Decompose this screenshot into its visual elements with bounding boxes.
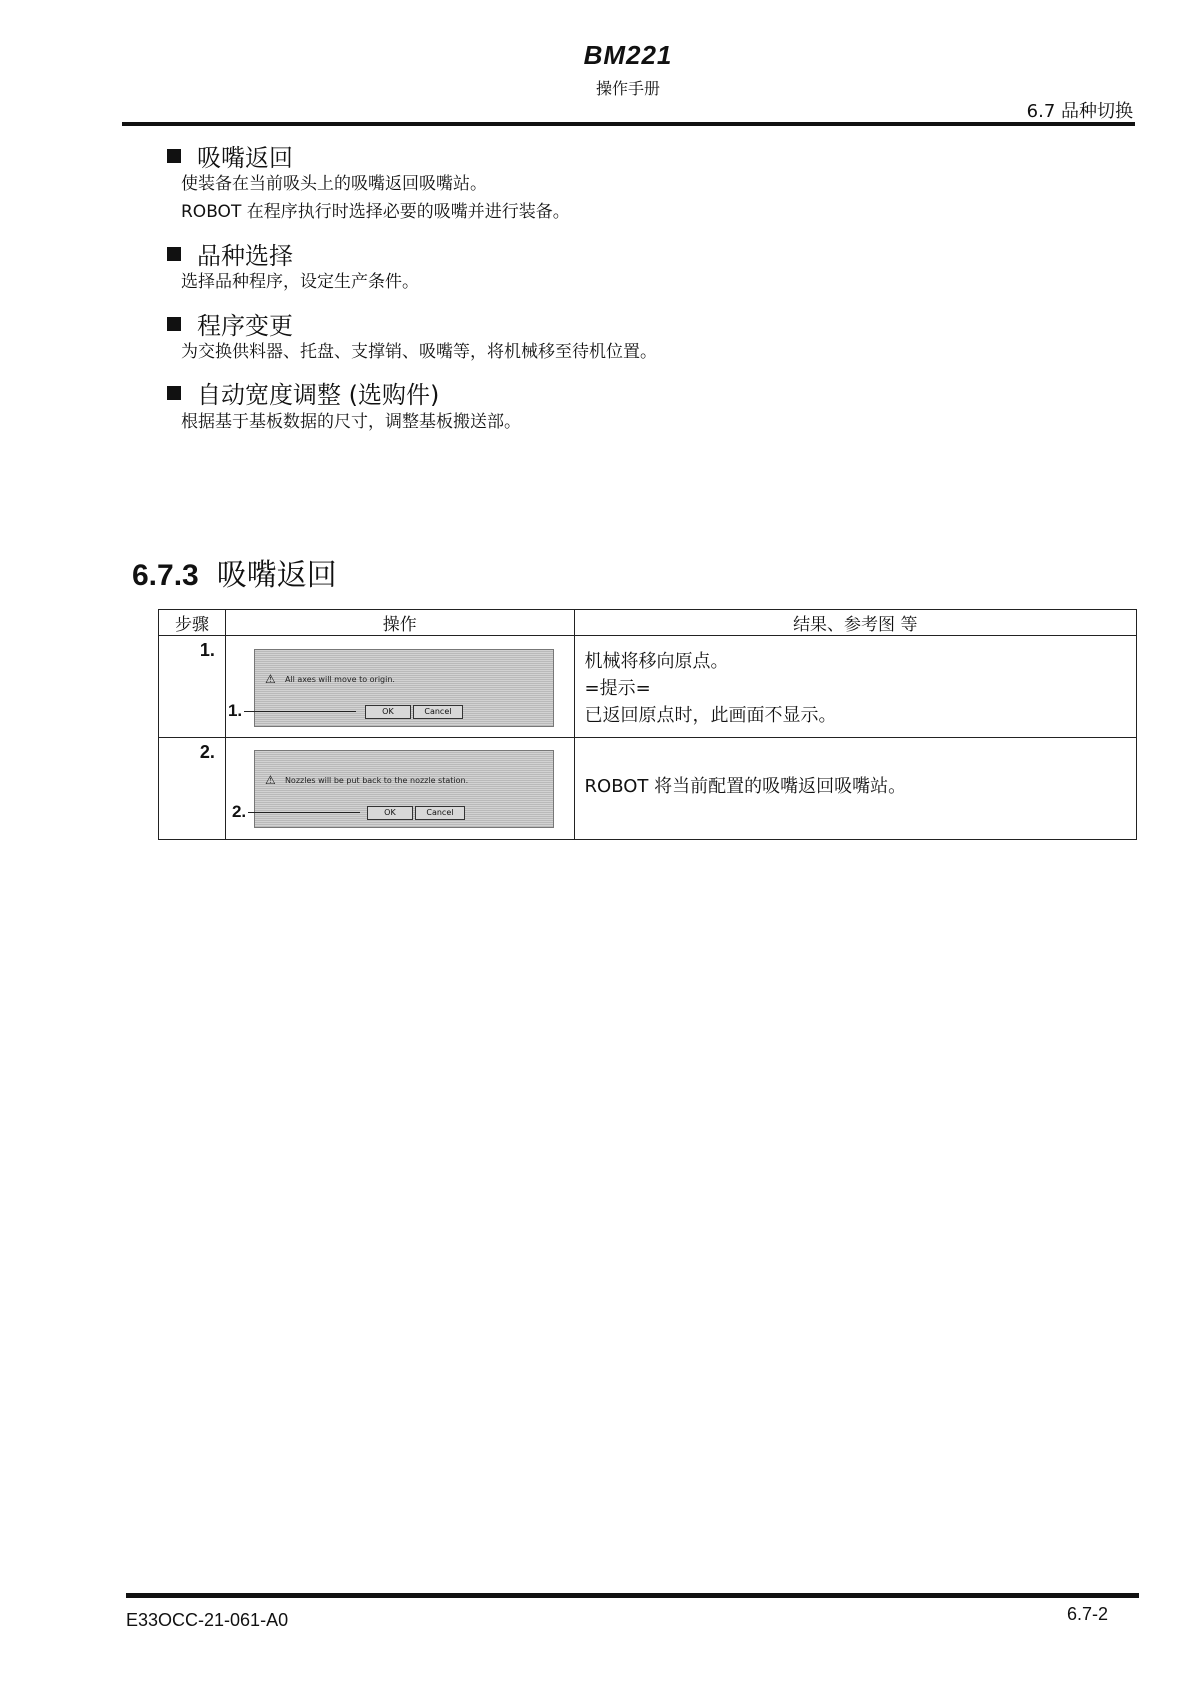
header-rule (122, 122, 1135, 126)
table-row (159, 738, 1137, 840)
section-heading-nozzle-return: 吸嘴返回 (167, 138, 293, 173)
header-result: 结果、参考图 等 (574, 610, 1136, 636)
section-body-auto-width: 根据基于基板数据的尺寸，调整基板搬送部。 (181, 412, 521, 432)
page-number: 6.7-2 (1066, 1604, 1108, 1624)
footer-rule (126, 1593, 1139, 1598)
dialog-screenshot (254, 750, 554, 828)
section-label: 6.7 品种切换 (1026, 101, 1133, 122)
section-heading-product-select: 品种选择 (167, 236, 293, 271)
operation-cell (225, 636, 574, 738)
section-body-program-change: 为交换供料器、托盘、支撑销、吸嘴等，将机械移至待机位置。 (181, 342, 657, 362)
header-operation: 操作 (225, 610, 574, 636)
document-subtitle: 操作手册 (595, 79, 660, 98)
dialog-message: All axes will move to origin. (284, 675, 395, 684)
document-title: BM221 (583, 40, 673, 70)
callout-label: 1. (227, 701, 243, 720)
bullet-square-icon (167, 247, 181, 261)
result-cell: ROBOT 将当前配置的吸嘴返回吸嘴站。 (574, 738, 1136, 840)
cancel-button[interactable]: Cancel (415, 806, 465, 820)
table-header-row (159, 610, 1137, 636)
main-heading: 6.7.3 吸嘴返回 (132, 558, 337, 593)
cancel-button[interactable]: Cancel (413, 705, 463, 719)
ok-button[interactable]: OK (367, 806, 413, 820)
callout-label: 2. (231, 802, 247, 821)
operation-cell (225, 738, 574, 840)
ok-button[interactable]: OK (365, 705, 411, 719)
step-number: 1. (159, 636, 226, 738)
document-number: E33OCC-21-061-A0 (126, 1610, 289, 1630)
result-cell: 机械将移向原点。 =提示= 已返回原点时，此画面不显示。 (574, 636, 1136, 738)
warning-icon: ⚠ (264, 773, 276, 787)
warning-icon: ⚠ (264, 672, 276, 686)
section-heading-program-change: 程序变更 (167, 306, 293, 341)
dialog-message: Nozzles will be put back to the nozzle station. (284, 776, 469, 785)
section-body-product-select: 选择品种程序，设定生产条件。 (181, 272, 419, 292)
step-number: 2. (159, 738, 226, 840)
table-row (159, 636, 1137, 738)
dialog-screenshot (254, 649, 554, 727)
callout-leader-line (248, 812, 360, 813)
steps-table (158, 609, 1137, 840)
bullet-square-icon (167, 317, 181, 331)
header-step: 步骤 (159, 610, 226, 636)
bullet-square-icon (167, 149, 181, 163)
callout-leader-line (244, 711, 356, 712)
section-heading-auto-width: 自动宽度调整 (选购件) (167, 375, 439, 410)
section-body-nozzle-return: 使装备在当前吸头上的吸嘴返回吸嘴站。 ROBOT 在程序执行时选择必要的吸嘴并进行装备。 (181, 174, 570, 222)
bullet-square-icon (167, 386, 181, 400)
